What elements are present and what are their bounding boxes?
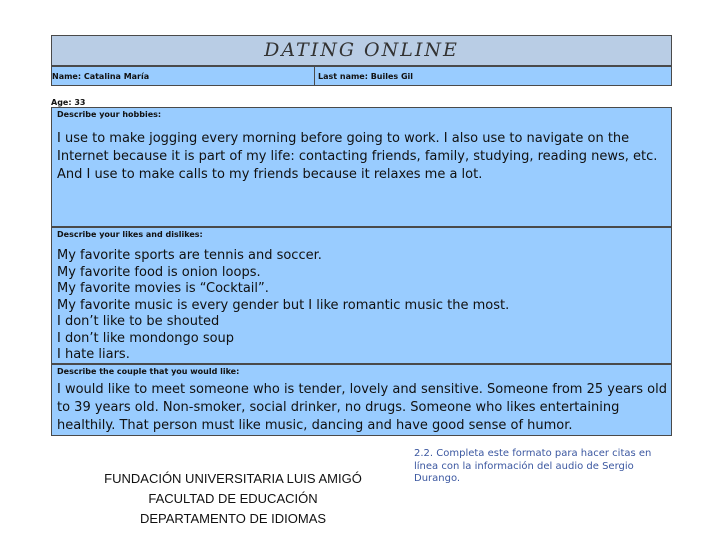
couple-section [51,364,672,436]
last-name-label: Last name: Builes Gil [318,72,414,81]
institution-line: FUNDACIÓN UNIVERSITARIA LUIS AMIGÓ [104,471,362,486]
form-title: DATING ONLINE [264,39,459,61]
likes-label: Describe your likes and dislikes: [57,230,203,239]
name-row [51,66,672,86]
hobbies-section [51,107,672,227]
name-divider [314,67,315,85]
hobbies-label: Describe your hobbies: [57,110,162,119]
likes-list [57,248,667,364]
age-label: Age: 33 [51,98,86,107]
name-label: Name: Catalina María [52,72,150,81]
likes-line: I don’t like mondongo soup [57,330,235,346]
hobbies-text: I use to make jogging every morning before going to work. I also use to navigate on the Internet because it is part of my life: contacting friends, family, studying, reading news, etc. And I use to make calls to my friends because it relaxes me a lot. [57,131,658,182]
institution-line: FACULTAD DE EDUCACIÓN [148,491,318,506]
institution-line: DEPARTAMENTO DE IDIOMAS [139,511,327,526]
likes-line: My favorite sports are tennis and soccer. [57,248,322,263]
couple-label: Describe the couple that you would like: [57,367,240,376]
likes-line: I hate liars. [57,347,130,362]
instruction-note: 2.2. Completa este formato para hacer citas en línea con la información del audio de Sergio Durango. [414,448,652,484]
likes-line: My favorite movies is “Cocktail”. [57,281,269,296]
couple-text: I would like to meet someone who is tender, lovely and sensitive. Someone from 25 years old to 39 years old. Non-smoker, social drinker, no drugs. Someone who likes entertaining healthily. That person must like music, dancing and have good sense of humor. [57,382,667,433]
likes-line: My favorite food is onion loops. [57,264,261,280]
institution-block [92,469,374,529]
title-row [51,35,672,66]
likes-section [51,227,672,364]
likes-line: I don’t like to be shouted [57,314,220,329]
likes-line: My favorite music is every gender but I like romantic music the most. [57,297,510,313]
